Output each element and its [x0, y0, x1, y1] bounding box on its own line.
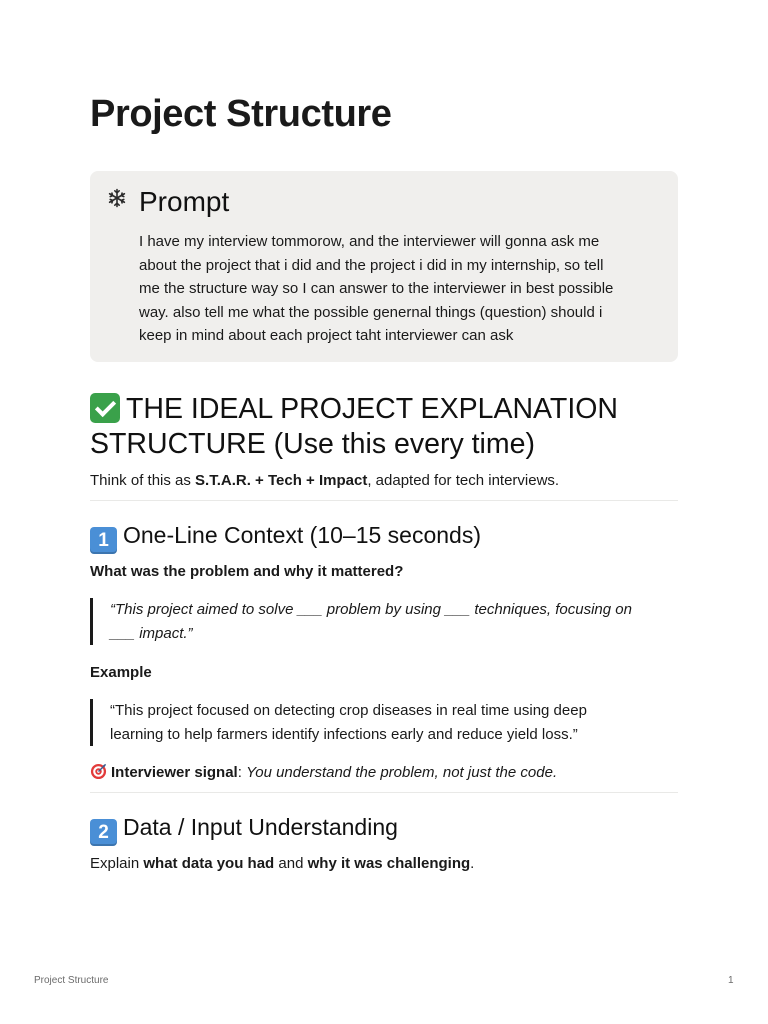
direct-hit-target-icon — [90, 763, 107, 780]
intro-text: Think of this as — [90, 472, 196, 489]
quote-line: learning to help farmers identify infections early and reduce yield loss.” — [110, 725, 578, 743]
callout-line: keep in mind about each project taht interviewer can ask — [139, 327, 514, 344]
step2-heading-text: Data / Input Understanding — [123, 814, 398, 840]
quote-line: “This project aimed to solve ___ problem by using ___ techniques, focusing on — [110, 601, 632, 618]
callout-title: Prompt — [139, 186, 230, 217]
example-quote — [90, 699, 678, 746]
template-quote — [90, 598, 678, 645]
snowflake-icon — [107, 188, 127, 208]
prompt-callout — [90, 171, 678, 362]
divider — [90, 500, 678, 501]
step1-heading-text: One-Line Context (10–15 seconds) — [123, 522, 481, 548]
keycap-one-icon: 1 — [90, 527, 117, 554]
keycap-two-icon: 2 — [90, 819, 117, 846]
callout-line: about the project that i did and the project i did in my internship, so tell — [139, 256, 604, 274]
divider — [90, 792, 678, 793]
footer-title: Project Structure — [34, 975, 109, 986]
section-heading — [90, 392, 678, 462]
quote-line: ___ impact.” — [110, 624, 193, 642]
page-number: 1 — [728, 975, 734, 986]
step2-text-part: Explain — [90, 855, 144, 872]
step2-text-part: . — [470, 855, 475, 872]
callout-line: way. also tell me what the possible genernal things (question) should i — [139, 303, 603, 321]
step2-bold: why it was challenging — [307, 855, 471, 872]
callout-line: me the structure way so I can answer to the interviewer in best possible — [139, 280, 614, 297]
section-heading-line2: STRUCTURE (Use this every time) — [90, 428, 535, 460]
signal-colon: : — [237, 764, 247, 781]
section-intro — [90, 469, 559, 492]
section-heading-line1: THE IDEAL PROJECT EXPLANATION — [126, 393, 619, 425]
step2-text — [90, 852, 474, 875]
quote-line: “This project focused on detecting crop diseases in real time using deep — [110, 702, 587, 719]
intro-bold: S.T.A.R. + Tech + Impact — [195, 472, 368, 489]
step2-heading — [90, 814, 398, 846]
page-title: Project Structure — [90, 93, 392, 135]
check-mark-button-icon — [90, 393, 120, 423]
step1-heading — [90, 522, 481, 554]
step1-question: What was the problem and why it mattered? — [90, 563, 404, 580]
example-label: Example — [90, 664, 152, 681]
interviewer-signal — [90, 761, 557, 784]
callout-line: I have my interview tommorow, and the interviewer will gonna ask me — [139, 233, 600, 250]
intro-text-suffix: , adapted for tech interviews. — [367, 472, 560, 489]
callout-body — [139, 230, 659, 348]
step2-bold: what data you had — [143, 855, 275, 872]
signal-label: Interviewer signal — [111, 764, 238, 781]
step2-text-part: and — [274, 855, 308, 872]
signal-text: You understand the problem, not just the code. — [246, 764, 558, 781]
